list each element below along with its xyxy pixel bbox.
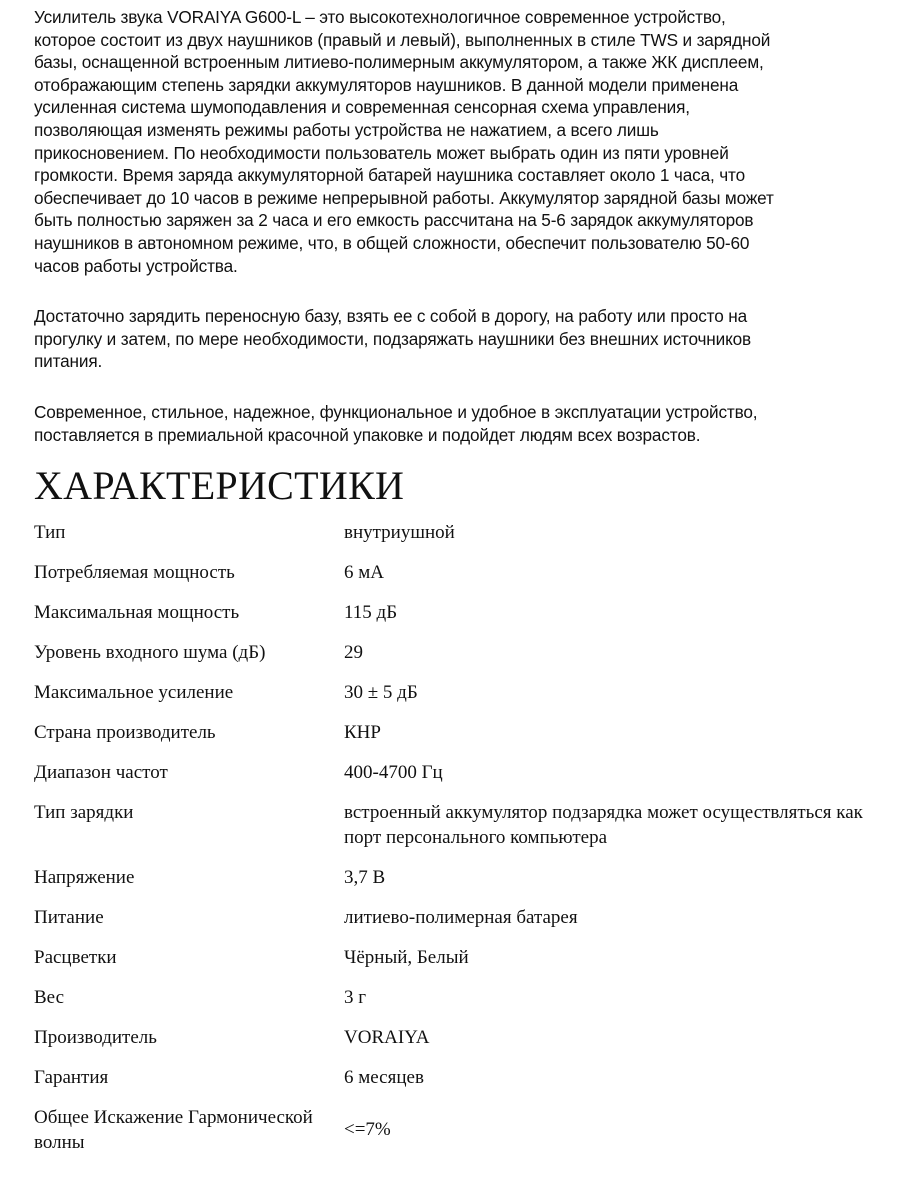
spec-row [34,520,900,560]
spec-row [34,760,900,800]
spec-value: <=7% [344,1119,391,1140]
spec-row [34,985,900,1025]
spec-row [34,1025,900,1065]
spec-label: Вес [34,987,65,1008]
spec-value: внутриушной [344,522,455,543]
spec-value: 400-4700 Гц [344,762,443,783]
spec-row [34,1065,900,1105]
spec-value: Чёрный, Белый [344,947,469,968]
spec-label: Тип зарядки [34,802,134,823]
spec-value: литиево-полимерная батарея [344,907,578,928]
spec-value: 3 г [344,987,367,1008]
description-paragraph: Современное, стильное, надежное, функциональное и удобное в эксплуатации устройство, поставляется в премиальной красочной упаковке и подойдет людям всех возрастов. [34,401,758,445]
spec-label: Уровень входного шума (дБ) [34,642,266,663]
spec-label: Расцветки [34,947,117,968]
spec-row [34,1105,900,1165]
spec-label: Максимальное усиление [34,682,234,703]
spec-value: 29 [344,642,363,663]
spec-value: 115 дБ [344,602,398,623]
description-paragraph: Усилитель звука VORAIYA G600-L – это высокотехнологичное современное устройство, которое состоит из двух наушников (правый и левый), выполненных в стиле TWS и зарядной базы, оснащенной встроенным литиево-полимерным аккумулятором, а также ЖК дисплеем, отображающим степень зарядки аккумуляторов наушников. В данной модели применена усиленная система шумоподавления и современная сенсорная схема управления, позволяющая изменять режимы работы устройства не нажатием, а всего лишь прикосновением. По необходимости пользователь может выбрать один из пяти уровней громкости. Время заряда аккумуляторной батарей наушника составляет около 1 часа, что обеспечивает до 10 часов в режиме непрерывной работы. Аккумулятор зарядной базы может быть полностью заряжен за 2 часа и его емкость рассчитана на 5-6 зарядок аккумуляторов наушников в автономном режиме, что, в общей сложности, обеспечит пользователю 50-60 часов работы устройства. [34,7,774,276]
spec-value: 6 мА [344,562,384,583]
spec-label: Питание [34,907,104,928]
spec-row [34,640,900,680]
spec-row [34,945,900,985]
spec-label: Тип [34,522,66,543]
spec-label: Производитель [34,1027,157,1048]
spec-value: КНР [344,722,381,743]
spec-value: 6 месяцев [344,1067,424,1088]
spec-value: VORAIYA [344,1027,430,1048]
spec-label: Страна производитель [34,722,216,743]
spec-row [34,600,900,640]
spec-value-line: порт персонального компьютера [344,827,608,848]
spec-value [344,800,900,850]
spec-label: Напряжение [34,867,135,888]
spec-row [34,680,900,720]
product-description [34,6,900,446]
spec-row [34,800,900,865]
spec-label: Максимальная мощность [34,602,240,623]
spec-row [34,720,900,760]
specs-heading: ХАРАКТЕРИСТИКИ [34,463,405,508]
spec-label: Диапазон частот [34,762,168,783]
spec-row [34,905,900,945]
spec-label: Потребляемая мощность [34,562,235,583]
description-paragraph: Достаточно зарядить переносную базу, взять ее с собой в дорогу, на работу или просто на прогулку и затем, по мере необходимости, подзаряжать наушники без внешних источников питания. [34,306,752,372]
spec-value-line: встроенный аккумулятор подзарядка может осуществляться как [344,802,863,823]
specs-table [34,520,900,1165]
spec-row [34,865,900,905]
spec-label: Общее Искажение Гармонической волны [34,1107,313,1153]
spec-value: 3,7 В [344,867,386,888]
spec-label: Гарантия [34,1067,109,1088]
spec-value: 30 ± 5 дБ [344,682,418,703]
spec-row [34,560,900,600]
